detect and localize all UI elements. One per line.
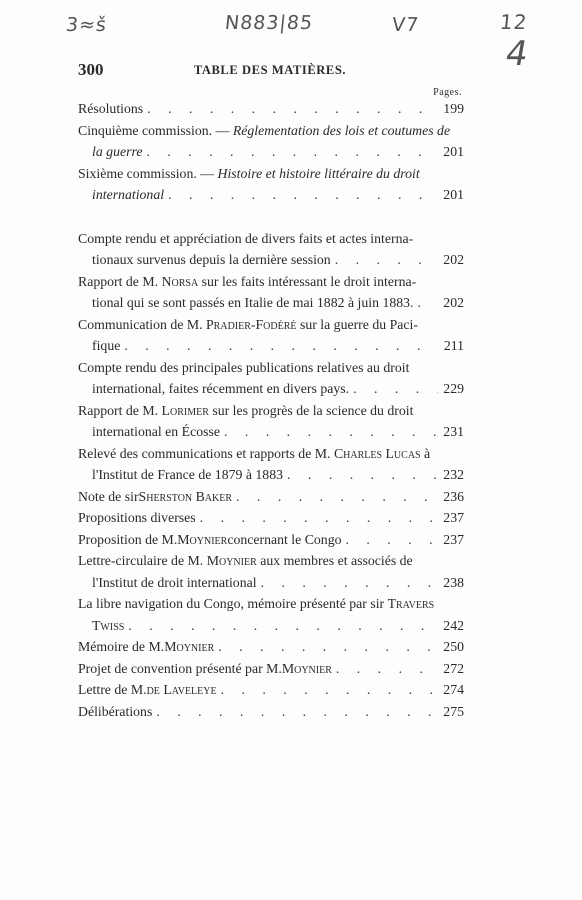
author-name: Moynier: [164, 639, 215, 654]
toc-entry: [78, 271, 464, 314]
toc-entry: [78, 658, 464, 680]
entry-title: Compte rendu des principales publications relatives au droit: [78, 359, 410, 375]
author-name: Travers: [387, 596, 435, 611]
leader-dots: [336, 658, 438, 680]
entry-page: 274: [443, 682, 464, 697]
toc-entry: [78, 443, 464, 486]
toc-entry: [78, 593, 464, 636]
entry-title-rest: à: [420, 445, 431, 461]
toc-entry: [78, 529, 464, 551]
author-name: Charles Lucas: [333, 445, 421, 461]
author-name: Norsa: [161, 273, 199, 289]
entry-title: Communication de M.: [78, 316, 206, 332]
entry-page: 237: [443, 531, 464, 547]
entry-title-cont: l'Institut de France de 1879 à 1883: [92, 467, 284, 482]
entry-page: 229: [443, 381, 464, 396]
entry-title: Résolutions: [78, 101, 144, 116]
entry-title-cont: international, faites récemment en divers pays.: [92, 381, 350, 396]
entry-title: Proposition de M.: [78, 531, 178, 547]
toc-entry: [78, 679, 464, 701]
entry-title-italic: Réglementation des lois et coutumes de: [232, 122, 451, 138]
entry-page: 211: [443, 338, 464, 353]
entry-title-rest: sur les faits intéressant le droit interna-: [198, 273, 417, 289]
toc-entry: [78, 636, 464, 658]
leader-dots: [236, 486, 438, 508]
handwritten-note-4: 12: [498, 10, 529, 34]
author-name: Lorimer: [161, 402, 209, 418]
entry-title: Mémoire de M.: [78, 639, 165, 654]
leader-dots: [147, 98, 438, 120]
entry-title: Cinquième commission. —: [78, 122, 233, 138]
leader-dots: [156, 701, 438, 723]
entry-title: Compte rendu et appréciation de divers faits et actes interna-: [78, 230, 414, 246]
entry-title-rest: concernant le Congo: [227, 531, 342, 547]
leader-dots: [221, 679, 438, 701]
leader-dots: [287, 464, 438, 486]
author-name: Moynier: [206, 553, 257, 568]
toc-entry: [78, 507, 464, 529]
table-of-contents: [78, 98, 464, 722]
entry-title: La libre navigation du Congo, mémoire présenté par sir: [78, 596, 388, 611]
handwritten-note-5: 4: [502, 34, 533, 74]
entry-title-cont: la guerre: [92, 144, 143, 159]
page-number: 300: [78, 60, 104, 79]
entry-title-rest: aux membres et associés de: [256, 553, 413, 568]
toc-entry: [78, 550, 464, 593]
handwritten-note-1: 3≈š: [64, 14, 109, 36]
entry-title-cont: international: [92, 187, 165, 202]
author-name: de Laveleye: [146, 682, 217, 697]
pages-column-label: Pages.: [433, 87, 462, 98]
entry-title: Sixième commission. —: [78, 165, 218, 181]
entry-title-italic: Histoire et histoire littéraire du droit: [217, 165, 420, 181]
page-header: [78, 60, 462, 80]
entry-page: 250: [443, 639, 464, 654]
leader-dots: [146, 141, 438, 163]
toc-entry: [78, 98, 464, 120]
toc-entry: [78, 400, 464, 443]
entry-title: Rapport de M.: [78, 402, 162, 418]
leader-dots: [224, 421, 438, 443]
toc-entry: [78, 701, 464, 723]
running-title: TABLE DES MATIÈRES.: [193, 63, 347, 77]
entry-title-cont: l'Institut de droit international: [92, 574, 257, 590]
entry-page: 272: [443, 660, 464, 676]
handwritten-note-2: N883|85: [223, 12, 315, 34]
entry-title: Relevé des communications et rapports de M.: [78, 445, 334, 461]
entry-title-rest: sur la guerre du Paci-: [296, 316, 418, 332]
entry-page: 201: [443, 144, 464, 159]
leader-dots: [418, 292, 439, 314]
entry-title: Propositions diverses: [78, 510, 196, 525]
entry-page: 242: [443, 617, 464, 633]
toc-entry: [78, 486, 464, 508]
entry-page: 199: [443, 101, 464, 116]
entry-page: 202: [443, 295, 464, 310]
entry-title-cont: fique: [92, 338, 121, 353]
entry-title: Rapport de M.: [78, 273, 162, 289]
leader-dots: [261, 572, 438, 594]
handwritten-note-3: V7: [390, 14, 421, 36]
entry-page: 237: [443, 510, 464, 525]
entry-page: 238: [443, 574, 464, 590]
entry-title: Note de sir: [78, 488, 139, 504]
leader-dots: [346, 529, 439, 551]
entry-page: 202: [443, 252, 464, 267]
entry-page: 232: [443, 467, 464, 482]
author-name-cont: Twiss: [92, 617, 125, 633]
entry-title: Lettre-circulaire de M.: [78, 553, 207, 568]
leader-dots: [200, 507, 438, 529]
toc-entry: [78, 163, 464, 206]
entry-title-cont: tionaux survenus depuis la dernière session: [92, 252, 331, 267]
entry-page: 236: [443, 488, 464, 504]
entry-page: 201: [443, 187, 464, 202]
entry-title: Projet de convention présenté par M.: [78, 660, 282, 676]
leader-dots: [128, 615, 438, 637]
entry-title: Délibérations: [78, 703, 153, 719]
entry-page: 275: [443, 703, 464, 719]
entry-title-cont: international en Écosse: [92, 424, 220, 439]
toc-entry: [78, 314, 464, 357]
toc-entry: [78, 120, 464, 163]
entry-page: 231: [443, 424, 464, 439]
leader-dots: [335, 249, 438, 271]
toc-entry: [78, 228, 464, 271]
author-name: Sherston Baker: [138, 488, 233, 504]
leader-dots: [218, 636, 438, 658]
entry-title-rest: sur les progrès de la science du droit: [208, 402, 414, 418]
author-name: Moynier: [177, 531, 228, 547]
author-name: Pradier-Fodéré: [206, 316, 297, 332]
entry-title-cont: tional qui se sont passés en Italie de mai 1882 à juin 1883.: [92, 295, 414, 310]
toc-entry: [78, 357, 464, 400]
leader-dots: [353, 378, 438, 400]
leader-dots: [124, 335, 438, 357]
leader-dots: [168, 184, 438, 206]
author-name: Moynier: [281, 660, 332, 676]
entry-title: Lettre de M.: [78, 682, 147, 697]
